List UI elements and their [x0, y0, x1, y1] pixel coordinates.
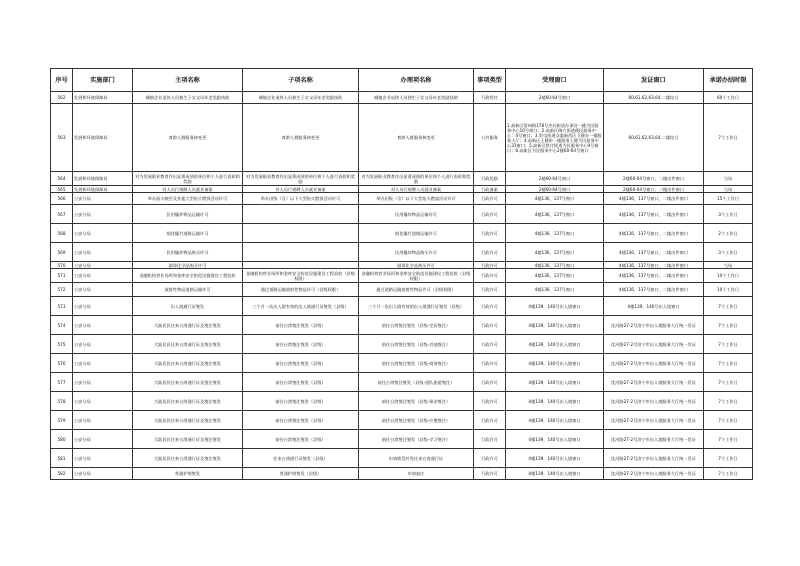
cell-type: 行政许可 — [474, 193, 506, 205]
cell-seq: 566 — [51, 193, 73, 205]
cell-sub-item: 举办田级（含）以下大型焰火燃放活动许可 — [243, 193, 359, 205]
cell-main-item: 大陆居民往来台湾通行证及签注签发 — [133, 411, 243, 430]
cell-issue-window: 60,61,62,63,64,二楼综合 — [604, 92, 704, 104]
cell-dept: 公安分局 — [73, 468, 133, 480]
cell-main-item: 剧毒化学品购买许可 — [133, 262, 243, 269]
cell-seq: 579 — [51, 411, 73, 430]
table-row — [51, 283, 753, 297]
cell-seq: 562 — [51, 92, 73, 104]
cell-issue-window: 60,61,62,63,64,二楼综合 — [604, 104, 704, 172]
service-items-table — [50, 68, 753, 480]
cell-handle-item: 对人员行规聘入员就业备案 — [359, 186, 474, 193]
cell-dept: 发展和环境保障局 — [73, 172, 133, 186]
cell-sub-item — [243, 243, 359, 262]
cell-type: 行政许可 — [474, 224, 506, 243]
cell-issue-window: 2楼60-64号窗口，二楼出件窗口 — [604, 186, 704, 193]
col-sub-item-header: 子项名称 — [243, 69, 359, 92]
cell-type: 行政许可 — [474, 354, 506, 373]
cell-handle-item: 前往台湾签注签发（县级-团队旅游签注） — [359, 373, 474, 392]
cell-handle-item: 对为发展职业教育作出显著成绩的单位和个人进行表彰和奖励 — [359, 172, 474, 186]
cell-time-limit: 2个工作日 — [704, 224, 753, 243]
cell-seq: 576 — [51, 354, 73, 373]
cell-handle-item: 烟花爆竹道路运输许可 — [359, 224, 474, 243]
cell-main-item: 城镇企业退休人员独生子女父母年老奖励扶助 — [133, 92, 243, 104]
cell-sub-item: 往来台湾通行证签发（县级） — [243, 449, 359, 468]
cell-accept-window: 4楼139，140号出入境窗口 — [506, 354, 604, 373]
cell-dept: 公安分局 — [73, 193, 133, 205]
cell-accept-window: 4楼139，140号出入境窗口 — [506, 297, 604, 316]
cell-accept-window: 4楼136，137号窗口 — [506, 205, 604, 224]
table-row — [51, 224, 753, 243]
cell-accept-window: 2楼60-64号窗口 — [506, 172, 604, 186]
cell-time-limit: 7个工作日 — [704, 316, 753, 335]
col-time-limit-header: 承诺办结时限 — [704, 69, 753, 92]
cell-sub-item: 前往台湾签注签发（县级） — [243, 430, 359, 449]
cell-seq: 568 — [51, 224, 73, 243]
cell-main-item: 大陆居民往来台湾通行证及签注签发 — [133, 430, 243, 449]
cell-time-limit: 3个工作日 — [704, 243, 753, 262]
cell-seq: 563 — [51, 104, 73, 172]
cell-main-item: 大陆居民往来台湾通行证及签注签发 — [133, 449, 243, 468]
col-issue-window-header: 发证窗口 — [604, 69, 704, 92]
cell-time-limit: 当场 — [704, 172, 753, 186]
cell-handle-item: 金融机构营业场所和金库安全防范设施建设工程验收（县级权限） — [359, 269, 474, 283]
cell-handle-item: 三个月一次出入境有效的出入境通行证签发（县级） — [359, 297, 474, 316]
cell-accept-window: 4楼136，137号窗口 — [506, 243, 604, 262]
cell-sub-item: 金融机构营业场所和金库安全防范设施建设工程验收（县级权限） — [243, 269, 359, 283]
cell-sub-item — [243, 262, 359, 269]
cell-type: 行政许可 — [474, 335, 506, 354]
cell-dept: 公安分局 — [73, 297, 133, 316]
cell-type: 行政许可 — [474, 297, 506, 316]
cell-main-item: 民用爆炸物品运输许可 — [133, 205, 243, 224]
cell-main-item: 普通护照签发 — [133, 468, 243, 480]
cell-main-item: 对为发展职业教育作出显著成绩的单位和个人进行表彰和奖励 — [133, 172, 243, 186]
cell-main-item: 大陆居民往来台湾通行证及签注签发 — [133, 392, 243, 411]
cell-handle-item: 前往台湾签注签发（县级-其他签注） — [359, 335, 474, 354]
cell-sub-item: 育龄人群服务核变更 — [243, 104, 359, 172]
cell-time-limit: 当场 — [704, 186, 753, 193]
cell-time-limit: 7个工作日 — [704, 335, 753, 354]
cell-accept-window: 4楼136，137号窗口 — [506, 283, 604, 297]
cell-issue-window: 沈河路27-2号济宁市出入境服务大厅统一发证 — [604, 316, 704, 335]
cell-dept: 公安分局 — [73, 335, 133, 354]
cell-dept: 公安分局 — [73, 205, 133, 224]
cell-seq: 564 — [51, 172, 73, 186]
cell-dept: 公安分局 — [73, 262, 133, 269]
cell-accept-window: 4楼139，140号出入境窗口 — [506, 392, 604, 411]
col-main-item-header: 主项名称 — [133, 69, 243, 92]
cell-seq: 580 — [51, 430, 73, 449]
cell-seq: 565 — [51, 186, 73, 193]
cell-dept: 公安分局 — [73, 354, 133, 373]
cell-main-item: 放射性物品道路运输许可 — [133, 283, 243, 297]
cell-type: 行政许可 — [474, 373, 506, 392]
cell-sub-item: 前往台湾签注签发（县级） — [243, 411, 359, 430]
table-row — [51, 104, 753, 172]
cell-issue-window: 沈河路27-2号济宁市出入境服务大厅统一发证 — [604, 354, 704, 373]
table-row — [51, 411, 753, 430]
cell-accept-window: 4楼139，140号出入境窗口 — [506, 411, 604, 430]
cell-dept: 发展和环境保障局 — [73, 104, 133, 172]
cell-issue-window: 4楼136，137号窗口，二楼出件窗口 — [604, 262, 704, 269]
cell-issue-window: 4楼136，137号窗口，二楼出件窗口 — [604, 224, 704, 243]
cell-main-item: 举办焰火晚会及其他大型焰火燃放活动许可 — [133, 193, 243, 205]
cell-seq: 572 — [51, 283, 73, 297]
cell-type: 行政许可 — [474, 449, 506, 468]
table-row — [51, 468, 753, 480]
table-row — [51, 262, 753, 269]
cell-dept: 公安分局 — [73, 430, 133, 449]
cell-sub-item: 通过道路运输放射性物品许可（县级权限） — [243, 283, 359, 297]
cell-accept-window: 4楼139，140号出入境窗口 — [506, 430, 604, 449]
cell-main-item: 金融机构营业场所和金库安全防范设施建设工程验收 — [133, 269, 243, 283]
cell-handle-item: 剧毒化学品购买许可 — [359, 262, 474, 269]
table-row — [51, 243, 753, 262]
cell-seq: 574 — [51, 316, 73, 335]
cell-main-item: 育龄人群服务核变更 — [133, 104, 243, 172]
cell-type: 行政许可 — [474, 283, 506, 297]
cell-handle-item: 前往台湾签注签发（县级-定居签注） — [359, 316, 474, 335]
cell-handle-item: 前往台湾签注签发（县级-商务签注） — [359, 354, 474, 373]
cell-type: 公共服务 — [474, 104, 506, 172]
cell-time-limit: 7个工作日 — [704, 411, 753, 430]
cell-accept-window: 4楼136，137号窗口 — [506, 224, 604, 243]
table-row — [51, 269, 753, 283]
cell-time-limit: 7个工作日 — [704, 297, 753, 316]
cell-sub-item: 前往台湾签注签发（县级） — [243, 392, 359, 411]
table-row — [51, 335, 753, 354]
cell-time-limit: 7个工作日 — [704, 354, 753, 373]
cell-main-item: 大陆居民往来台湾通行证及签注签发 — [133, 354, 243, 373]
table-row — [51, 186, 753, 193]
table-row — [51, 316, 753, 335]
cell-main-item: 大陆居民往来台湾通行证及签注签发 — [133, 373, 243, 392]
cell-handle-item: 举办田级（含）以下大型焰火燃放活动许可 — [359, 193, 474, 205]
cell-handle-item: 前往台湾签注签发（县级-学习签注） — [359, 430, 474, 449]
cell-seq: 567 — [51, 205, 73, 224]
cell-time-limit: 10个工作日 — [704, 269, 753, 283]
cell-sub-item: 前往台湾签注签发（县级） — [243, 335, 359, 354]
cell-time-limit: 7个工作日 — [704, 392, 753, 411]
cell-handle-item: 民用爆炸物品运输许可 — [359, 205, 474, 224]
cell-dept: 公安分局 — [73, 449, 133, 468]
cell-type: 行政给付 — [474, 92, 506, 104]
cell-time-limit: 当场 — [704, 262, 753, 269]
cell-accept-window: 2楼60-64号窗口 — [506, 92, 604, 104]
cell-dept: 公安分局 — [73, 373, 133, 392]
cell-sub-item: 城镇企业退休人员独生子女父母年老奖励扶助 — [243, 92, 359, 104]
cell-issue-window: 沈河路27-2号济宁市出入境服务大厅统一发证 — [604, 430, 704, 449]
table-row — [51, 430, 753, 449]
cell-dept: 公安分局 — [73, 411, 133, 430]
cell-time-limit: 7个工作日 — [704, 468, 753, 480]
cell-accept-window: 4楼136，137号窗口 — [506, 193, 604, 205]
cell-seq: 569 — [51, 243, 73, 262]
table-row — [51, 297, 753, 316]
cell-seq: 571 — [51, 269, 73, 283]
cell-accept-window: 4楼139，140号出入境窗口 — [506, 468, 604, 480]
cell-type: 行政奖励 — [474, 172, 506, 186]
cell-type: 行政许可 — [474, 205, 506, 224]
cell-handle-item: 育龄人群服务核变更 — [359, 104, 474, 172]
table-row — [51, 392, 753, 411]
cell-accept-window: 4楼136，137号窗口 — [506, 269, 604, 283]
cell-issue-window: 2楼60-64号窗口，二楼出件窗口 — [604, 172, 704, 186]
cell-accept-window: 4楼139，140号出入境窗口 — [506, 335, 604, 354]
cell-handle-item: 前往台湾签注签发（县级-应邀签注） — [359, 411, 474, 430]
cell-type: 行政备案 — [474, 186, 506, 193]
cell-type: 行政许可 — [474, 262, 506, 269]
cell-type: 行政许可 — [474, 316, 506, 335]
cell-issue-window: 沈河路27-2号济宁市出入境服务大厅统一发证 — [604, 449, 704, 468]
cell-accept-window: 4楼139，140号出入境窗口 — [506, 449, 604, 468]
cell-handle-item: 申请换发补发往来台湾通行证 — [359, 449, 474, 468]
cell-issue-window: 4楼136，137号窗口，二楼出件窗口 — [604, 193, 704, 205]
cell-accept-window: 1.高新区常州路178号杰问街道办事处一楼为民服务中心10号窗口；2.高新区陶方街道便民服务中心：4号窗口；3.窦屯街道众惠新西区卫健办一楼服务大厅；4.高新区王健街一楼服务王健为民服务中心31窗口；5.高新区续庄街道为民服务中心9号窗口；6.高新区为民服务中心2楼60-64号窗口 — [506, 104, 604, 172]
cell-sub-item: 前往台湾签注签发（县级） — [243, 316, 359, 335]
cell-dept: 公安分局 — [73, 224, 133, 243]
col-seq-header: 序号 — [51, 69, 73, 92]
cell-handle-item: 通过道路运输放射性物品许可（县级权限） — [359, 283, 474, 297]
cell-type: 行政许可 — [474, 430, 506, 449]
cell-handle-item: 民用爆炸物品购买许可 — [359, 243, 474, 262]
cell-type: 行政许可 — [474, 468, 506, 480]
cell-time-limit: 7个工作日 — [704, 430, 753, 449]
cell-accept-window: 4楼136，137号窗口 — [506, 262, 604, 269]
cell-seq: 573 — [51, 297, 73, 316]
cell-seq: 577 — [51, 373, 73, 392]
cell-sub-item — [243, 224, 359, 243]
col-handle-item-header: 办理项名称 — [359, 69, 474, 92]
cell-seq: 570 — [51, 262, 73, 269]
table-row — [51, 373, 753, 392]
cell-sub-item: 对人员行规聘入员就业备案 — [243, 186, 359, 193]
cell-time-limit: 7个工作日 — [704, 104, 753, 172]
cell-dept: 发展和环境保障局 — [73, 92, 133, 104]
cell-handle-item: 城镇企业退休人员独生子女父母年老奖励扶助 — [359, 92, 474, 104]
cell-accept-window: 2楼60-64号窗口 — [506, 186, 604, 193]
cell-time-limit: 60个工作日 — [704, 92, 753, 104]
col-accept-window-header: 受理窗口 — [506, 69, 604, 92]
cell-handle-item: 申请加注 — [359, 468, 474, 480]
cell-time-limit: 15个工作日 — [704, 193, 753, 205]
cell-issue-window: 4楼139，140号出入境窗口 — [604, 297, 704, 316]
cell-main-item: 出入境通行证签发 — [133, 297, 243, 316]
cell-type: 行政许可 — [474, 411, 506, 430]
table-row — [51, 354, 753, 373]
cell-time-limit: 10个工作日 — [704, 283, 753, 297]
cell-sub-item: 普通护照签发（县级） — [243, 468, 359, 480]
cell-type: 行政许可 — [474, 243, 506, 262]
cell-type: 行政许可 — [474, 269, 506, 283]
cell-seq: 575 — [51, 335, 73, 354]
table-row — [51, 172, 753, 186]
col-dept-header: 实施部门 — [73, 69, 133, 92]
table-row — [51, 449, 753, 468]
cell-dept: 公安分局 — [73, 243, 133, 262]
cell-dept: 公安分局 — [73, 392, 133, 411]
cell-main-item: 民用爆炸物品购买许可 — [133, 243, 243, 262]
cell-sub-item: 前往台湾签注签发（县级） — [243, 354, 359, 373]
table-row — [51, 92, 753, 104]
cell-dept: 公安分局 — [73, 316, 133, 335]
cell-issue-window: 4楼136，137号窗口，二楼出件窗口 — [604, 205, 704, 224]
cell-accept-window: 4楼139，140号出入境窗口 — [506, 316, 604, 335]
cell-issue-window: 4楼136，137号窗口，二楼出件窗口 — [604, 243, 704, 262]
cell-issue-window: 沈河路27-2号济宁市出入境服务大厅统一发证 — [604, 392, 704, 411]
header-row — [51, 69, 753, 92]
cell-main-item: 大陆居民往来台湾通行证及签注签发 — [133, 335, 243, 354]
cell-seq: 581 — [51, 449, 73, 468]
cell-issue-window: 4楼136，137号窗口，二楼出件窗口 — [604, 269, 704, 283]
cell-sub-item: 对为发展职业教育作出显著成绩的单位和个人进行表彰和奖励 — [243, 172, 359, 186]
cell-dept: 公安分局 — [73, 269, 133, 283]
cell-main-item: 大陆居民往来台湾通行证及签注签发 — [133, 316, 243, 335]
cell-accept-window: 4楼139，140号出入境窗口 — [506, 373, 604, 392]
cell-sub-item: 前往台湾签注签发（县级） — [243, 373, 359, 392]
cell-handle-item: 前往台湾签注签发（县级-探亲签注） — [359, 392, 474, 411]
cell-time-limit: 3个工作日 — [704, 205, 753, 224]
cell-main-item: 对人员行规聘入员就业备案 — [133, 186, 243, 193]
cell-seq: 578 — [51, 392, 73, 411]
cell-issue-window: 4楼136，137号窗口，二楼出件窗口 — [604, 283, 704, 297]
cell-sub-item — [243, 205, 359, 224]
cell-dept: 发展和环境保障局 — [73, 186, 133, 193]
table-row — [51, 193, 753, 205]
cell-main-item: 烟花爆竹道路运输许可 — [133, 224, 243, 243]
cell-issue-window: 沈河路27-2号济宁市出入境服务大厅统一发证 — [604, 373, 704, 392]
cell-time-limit: 7个工作日 — [704, 373, 753, 392]
cell-issue-window: 沈河路27-2号济宁市出入境服务大厅统一发证 — [604, 335, 704, 354]
cell-time-limit: 7个工作日 — [704, 449, 753, 468]
col-type-header: 事项类型 — [474, 69, 506, 92]
table-row — [51, 205, 753, 224]
cell-seq: 582 — [51, 468, 73, 480]
cell-sub-item: 三个月一次出入境有效的出入境通行证签发（县级） — [243, 297, 359, 316]
cell-issue-window: 沈河路27-2号济宁市出入境服务大厅统一发证 — [604, 468, 704, 480]
cell-issue-window: 沈河路27-2号济宁市出入境服务大厅统一发证 — [604, 411, 704, 430]
cell-dept: 公安分局 — [73, 283, 133, 297]
cell-type: 行政许可 — [474, 392, 506, 411]
